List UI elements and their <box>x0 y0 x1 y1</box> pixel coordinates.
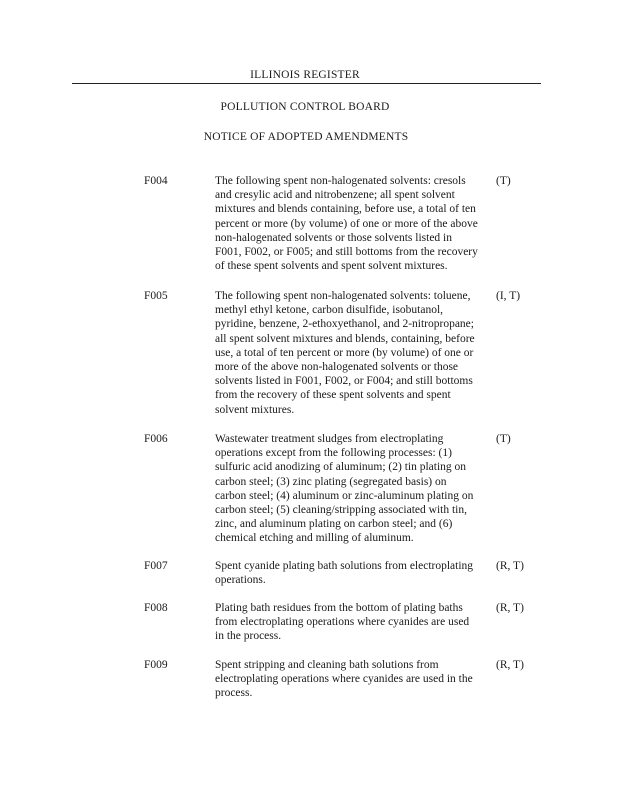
notice-title-text: NOTICE OF ADOPTED AMENDMENTS <box>203 131 409 143</box>
description-line: carbon steel; (5) cleaning/stripping associated with tin, <box>215 504 467 517</box>
description-line: The following spent non-halogenated solvents: cresols <box>215 175 466 187</box>
waste-code: F006 <box>144 433 168 445</box>
description-line: process. <box>215 687 253 700</box>
description-line: methyl ethyl ketone, carbon disulfide, isobutanol, <box>215 304 444 317</box>
hazard-code: (R, T) <box>496 560 524 572</box>
description-line: sulfuric acid anodizing of aluminum; (2) tin plating on <box>215 461 467 474</box>
description-line: all spent solvent mixtures and blends, containing, before <box>215 332 475 345</box>
hazard-code: (T) <box>496 175 511 187</box>
waste-description <box>215 559 493 587</box>
hazard-code: (I, T) <box>496 290 521 302</box>
header-rule <box>72 83 541 84</box>
description-line: of these spent solvents and spent solvent mixtures. <box>215 260 448 273</box>
description-line: more of the above non-halogenated solvents or those <box>215 361 459 374</box>
waste-description <box>215 658 493 701</box>
waste-code: F005 <box>144 290 168 302</box>
description-line: The following spent non-halogenated solvents: toluene, <box>215 290 471 302</box>
description-line: operations except from the following processes: (1) <box>215 447 452 460</box>
waste-code: F008 <box>144 602 168 614</box>
description-line: Wastewater treatment sludges from electroplating <box>215 433 444 445</box>
description-line: electroplating operations where cyanides are used in the <box>215 673 473 686</box>
hazard-code: (T) <box>496 433 511 445</box>
waste-code: F004 <box>144 175 168 187</box>
waste-description <box>215 174 493 273</box>
description-line: mixtures and blends containing, before use, a total of ten <box>215 203 476 216</box>
waste-code: F009 <box>144 659 168 671</box>
description-line: F001, F002, or F005; and still bottoms from the recovery <box>215 246 478 259</box>
description-line: zinc, and aluminum plating on carbon steel; and (6) <box>215 518 453 531</box>
description-line: chemical etching and milling of aluminum. <box>215 532 414 545</box>
register-title-text: ILLINOIS REGISTER <box>250 69 360 81</box>
description-line: non-halogenated solvents or those solvents listed in <box>215 231 452 244</box>
description-line: Plating bath residues from the bottom of plating baths <box>215 602 463 614</box>
description-line: carbon steel; (3) zinc plating (segregated basis) on <box>215 475 447 488</box>
description-line: in the process. <box>215 630 282 643</box>
description-line: solvents listed in F001, F002, or F004; and still bottoms <box>215 375 473 388</box>
waste-description <box>215 601 493 644</box>
description-line: from the recovery of these spent solvents and spent <box>215 389 451 402</box>
hazard-code: (R, T) <box>496 602 524 614</box>
description-line: and cresylic acid and nitrobenzene; all spent solvent <box>215 189 455 202</box>
board-title-text: POLLUTION CONTROL BOARD <box>220 101 390 113</box>
description-line: operations. <box>215 574 266 587</box>
description-line: from electroplating operations where cyanides are used <box>215 616 470 629</box>
description-line: percent or more (by volume) of one or more of the above <box>215 217 478 230</box>
description-line: carbon steel; (4) aluminum or zinc-aluminum plating on <box>215 489 474 502</box>
description-line: use, a total of ten percent or more (by volume) of one or <box>215 346 474 359</box>
waste-description <box>215 289 493 417</box>
description-line: Spent stripping and cleaning bath solutions from <box>215 659 439 671</box>
description-line: Spent cyanide plating bath solutions from electroplating <box>215 560 474 572</box>
description-line: pyridine, benzene, 2-ethoxyethanol, and 2-nitropropane; <box>215 318 474 331</box>
waste-description <box>215 432 493 546</box>
description-line: solvent mixtures. <box>215 403 295 416</box>
hazard-code: (R, T) <box>496 659 524 671</box>
waste-code: F007 <box>144 560 168 572</box>
